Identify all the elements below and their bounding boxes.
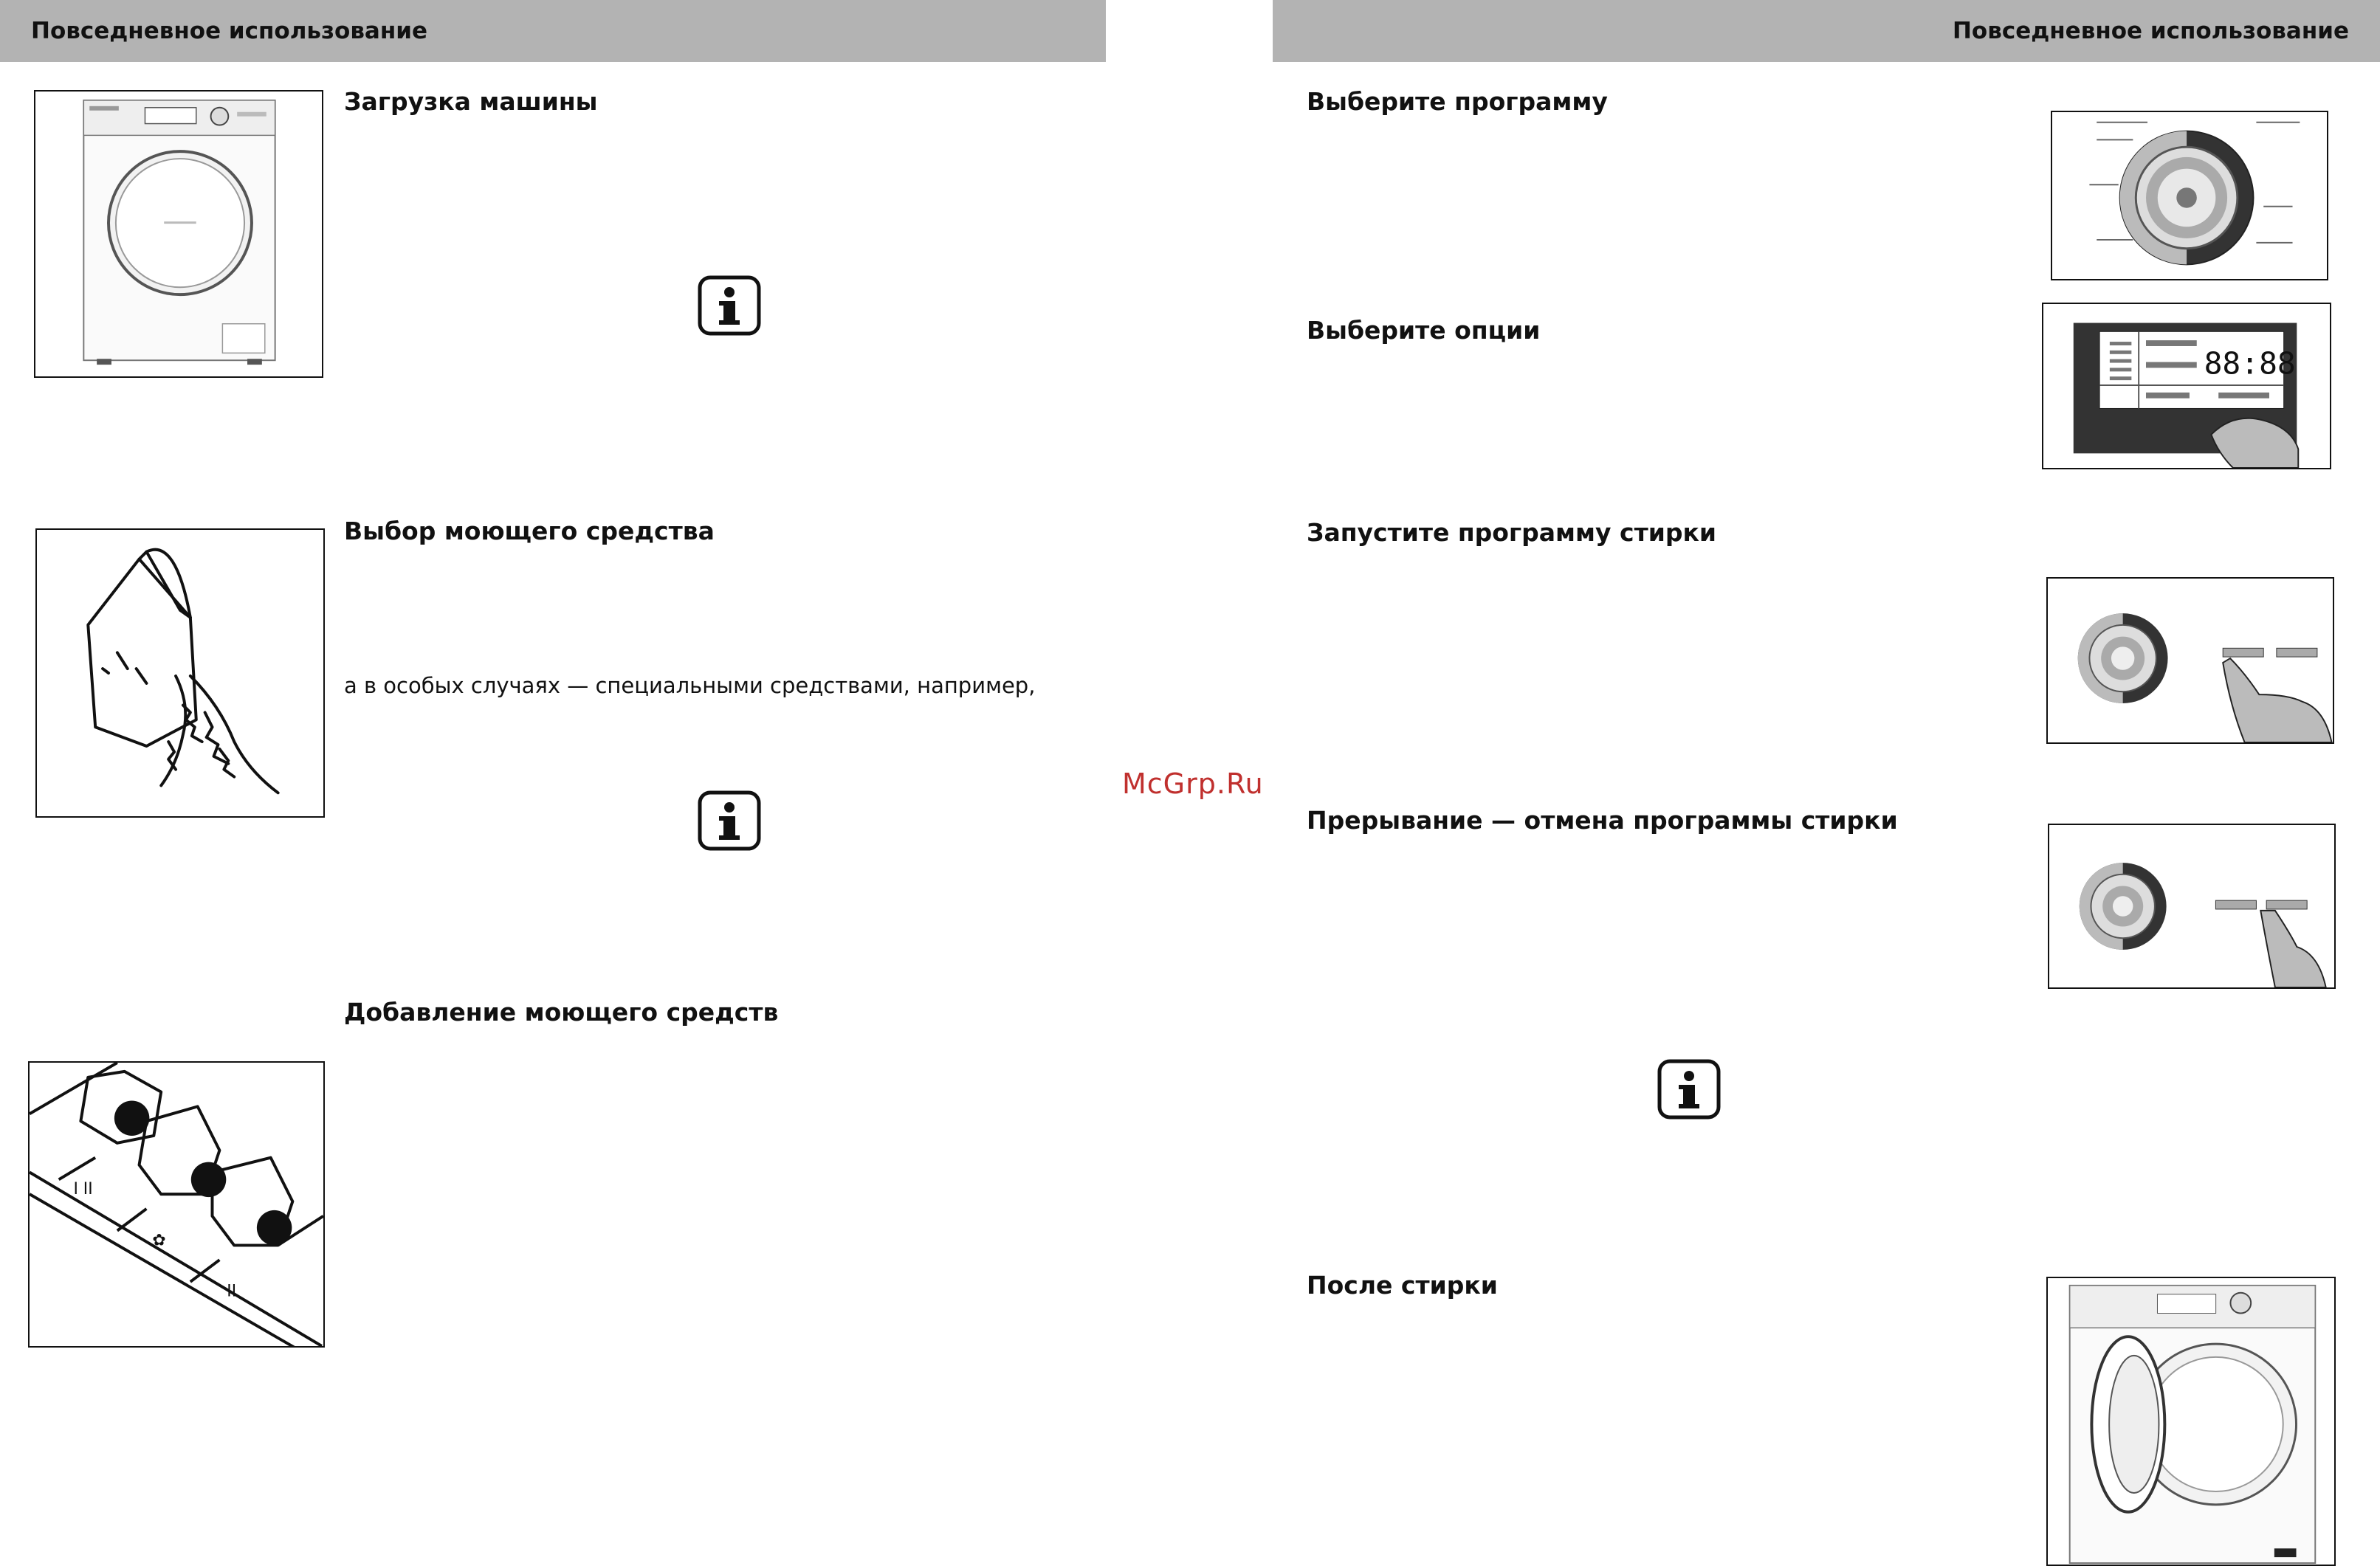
section-heading-start-program: Запустите программу стирки xyxy=(1307,518,1716,547)
info-icon xyxy=(1657,1058,1722,1120)
page-header-title: Повседневное использование xyxy=(1952,18,2349,44)
svg-text:I II: I II xyxy=(73,1180,93,1199)
page-header-title: Повседневное использование xyxy=(31,18,428,44)
control-panel-illustration xyxy=(2042,303,2331,469)
program-dial-illustration xyxy=(2051,111,2328,280)
section-heading-adding-detergent: Добавление моющего средств xyxy=(344,998,779,1027)
section-heading-loading: Загрузка машины xyxy=(344,87,598,116)
section-heading-select-program: Выберите программу xyxy=(1307,87,1608,116)
washing-machine-illustration xyxy=(34,90,323,378)
section-heading-cancel-program: Прерывание — отмена программы стирки xyxy=(1307,806,1898,835)
detergent-drawer-illustration xyxy=(28,1061,325,1348)
detergent-pouring-illustration xyxy=(35,528,325,818)
start-button-illustration xyxy=(2046,577,2334,744)
svg-text:II: II xyxy=(227,1282,237,1301)
page-header-right xyxy=(1273,0,2380,62)
section-heading-detergent: Выбор моющего средства xyxy=(344,517,715,545)
detergent-text: а в особых случаях — специальными средствами, например, xyxy=(344,673,1036,698)
section-heading-select-options: Выберите опции xyxy=(1307,316,1541,345)
section-heading-after-wash: После стирки xyxy=(1307,1271,1498,1300)
watermark-text: McGrp.Ru xyxy=(1122,768,1264,800)
cancel-button-illustration xyxy=(2048,824,2336,989)
svg-text:✿: ✿ xyxy=(152,1231,166,1250)
info-icon xyxy=(697,790,762,852)
page-header-left xyxy=(0,0,1106,62)
display-digits: 88:88 xyxy=(2204,345,2296,382)
open-door-illustration xyxy=(2046,1277,2336,1566)
info-icon xyxy=(697,275,762,337)
